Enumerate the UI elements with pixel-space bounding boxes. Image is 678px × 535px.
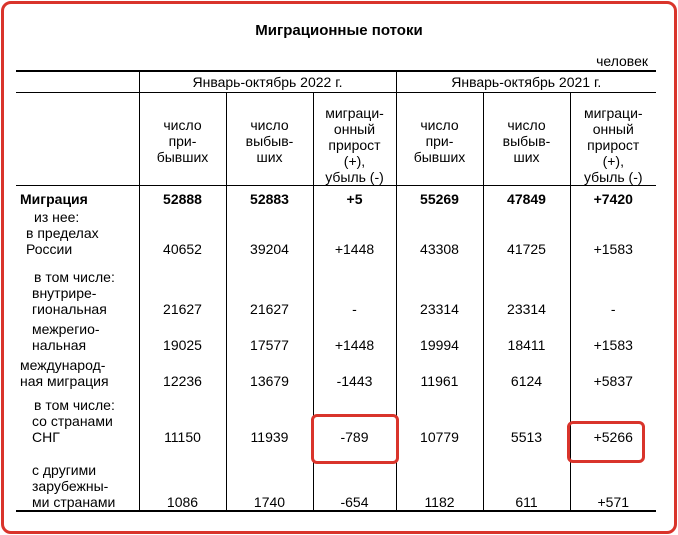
table-row xyxy=(16,459,656,511)
row-label-line: внутрире- xyxy=(32,285,97,301)
col-header-line: при- xyxy=(425,132,454,149)
table-row xyxy=(16,265,656,317)
cell-value: 23314 xyxy=(396,265,483,317)
cell-value: +1583 xyxy=(570,317,656,353)
cell-value: -1443 xyxy=(313,353,396,389)
row-label-line: международ- xyxy=(20,357,106,373)
row-label xyxy=(16,459,139,511)
col-header-departures-2022 xyxy=(226,92,313,185)
col-header-line: бывших xyxy=(156,148,209,165)
cell-value: 10779 xyxy=(396,389,483,459)
cell-value: 23314 xyxy=(483,265,570,317)
row-label-line: зарубежны- xyxy=(32,478,109,494)
cell-value: 39204 xyxy=(226,207,313,265)
row-label-line: межрегио- xyxy=(32,321,100,337)
cell-value: 55269 xyxy=(396,185,483,207)
cell-value: 5513 xyxy=(483,389,570,459)
table-row xyxy=(16,207,656,265)
cell-value: +1583 xyxy=(570,207,656,265)
row-label xyxy=(16,317,139,353)
cell-value: +5 xyxy=(313,185,396,207)
corner-cell xyxy=(16,71,139,92)
cell-value: 12236 xyxy=(139,353,226,389)
cell-value: 52888 xyxy=(139,185,226,207)
row-label xyxy=(16,389,139,459)
col-header-line: прирост xyxy=(587,136,640,153)
unit-label: человек xyxy=(596,53,648,69)
row-label-line: ная миграция xyxy=(20,373,109,389)
cell-value: 11150 xyxy=(139,389,226,459)
cell-value: 43308 xyxy=(396,207,483,265)
cell-value: 21627 xyxy=(226,265,313,317)
col-header-arrivals-2021 xyxy=(396,92,483,185)
cell-value: 13679 xyxy=(226,353,313,389)
col-header-line: выбыв- xyxy=(245,132,294,149)
row-label-line: в том числе: xyxy=(34,397,115,413)
table-row xyxy=(16,185,656,207)
table-row xyxy=(16,353,656,389)
cell-value: 1086 xyxy=(139,459,226,511)
cell-value: 6124 xyxy=(483,353,570,389)
cell-value: 1740 xyxy=(226,459,313,511)
col-header-line: (+), xyxy=(343,152,366,169)
cell-value: 18411 xyxy=(483,317,570,353)
col-header-line: число xyxy=(420,116,459,133)
col-header-line: бывших xyxy=(413,148,466,165)
row-label-line: гиональная xyxy=(32,301,107,317)
cell-value: 21627 xyxy=(139,265,226,317)
col-header-line: убыль (-) xyxy=(325,168,384,185)
row-label xyxy=(16,207,139,265)
col-header-line: ших xyxy=(513,148,540,165)
col-header-line: (+), xyxy=(602,152,624,169)
col-header-departures-2021 xyxy=(483,92,570,185)
row-label-line: из нее: xyxy=(34,209,80,225)
col-header-line: число xyxy=(250,116,289,133)
cell-value: 611 xyxy=(483,459,570,511)
cell-value: 17577 xyxy=(226,317,313,353)
column-header-row xyxy=(16,92,656,185)
col-header-line: число xyxy=(507,116,546,133)
highlight-box-minus-789 xyxy=(311,414,399,464)
col-header-line: число xyxy=(163,116,202,133)
cell-value: +5837 xyxy=(570,353,656,389)
col-header-line: прирост xyxy=(328,136,381,153)
row-label: Миграция xyxy=(20,191,88,207)
period-2022: Январь-октябрь 2022 г. xyxy=(139,71,396,92)
cell-value: +7420 xyxy=(570,185,656,207)
col-header-line: миграци- xyxy=(325,104,384,121)
row-label xyxy=(16,265,139,317)
highlight-box-plus-5266 xyxy=(567,421,645,463)
cell-value: +1448 xyxy=(313,317,396,353)
cell-value: 19994 xyxy=(396,317,483,353)
row-label-line: в пределах xyxy=(26,225,99,241)
row-label-line: ми странами xyxy=(32,494,116,510)
cell-value: 40652 xyxy=(139,207,226,265)
row-label-line: с другими xyxy=(32,462,97,478)
cell-value: 19025 xyxy=(139,317,226,353)
col-header-line: убыль (-) xyxy=(583,168,643,185)
period-header-row xyxy=(16,71,656,92)
cell-value: 41725 xyxy=(483,207,570,265)
col-header-arrivals-2022 xyxy=(139,92,226,185)
cell-value: +571 xyxy=(570,459,656,511)
col-header-line: миграци- xyxy=(583,104,643,121)
col-header-line: ших xyxy=(256,148,283,165)
cell-value: 47849 xyxy=(483,185,570,207)
cell-value: 11939 xyxy=(226,389,313,459)
cell-value: -654 xyxy=(313,459,396,511)
cell-value: -789 xyxy=(313,389,396,459)
corner-cell-2 xyxy=(16,92,139,185)
cell-value: 1182 xyxy=(396,459,483,511)
col-header-line: выбыв- xyxy=(502,132,551,149)
col-header-line: при- xyxy=(168,132,197,149)
cell-value: +5266 xyxy=(570,389,656,459)
row-label-line: России xyxy=(26,241,73,257)
cell-value: - xyxy=(313,265,396,317)
col-header-growth-2021 xyxy=(570,92,656,185)
col-header-line: онный xyxy=(333,120,376,137)
table-title: Миграционные потоки xyxy=(255,22,423,39)
row-label-line: нальная xyxy=(32,337,87,353)
col-header-growth-2022 xyxy=(313,92,396,185)
table-row xyxy=(16,317,656,353)
cell-value: 11961 xyxy=(396,353,483,389)
cell-value: - xyxy=(570,265,656,317)
cell-value: +1448 xyxy=(313,207,396,265)
row-label-line: в том числе: xyxy=(34,269,115,285)
row-label-line: СНГ xyxy=(32,429,60,445)
period-2021: Январь-октябрь 2021 г. xyxy=(396,71,656,92)
col-header-line: онный xyxy=(592,120,634,137)
cell-value: 52883 xyxy=(226,185,313,207)
row-label-line: со странами xyxy=(32,413,113,429)
row-label xyxy=(16,353,139,389)
